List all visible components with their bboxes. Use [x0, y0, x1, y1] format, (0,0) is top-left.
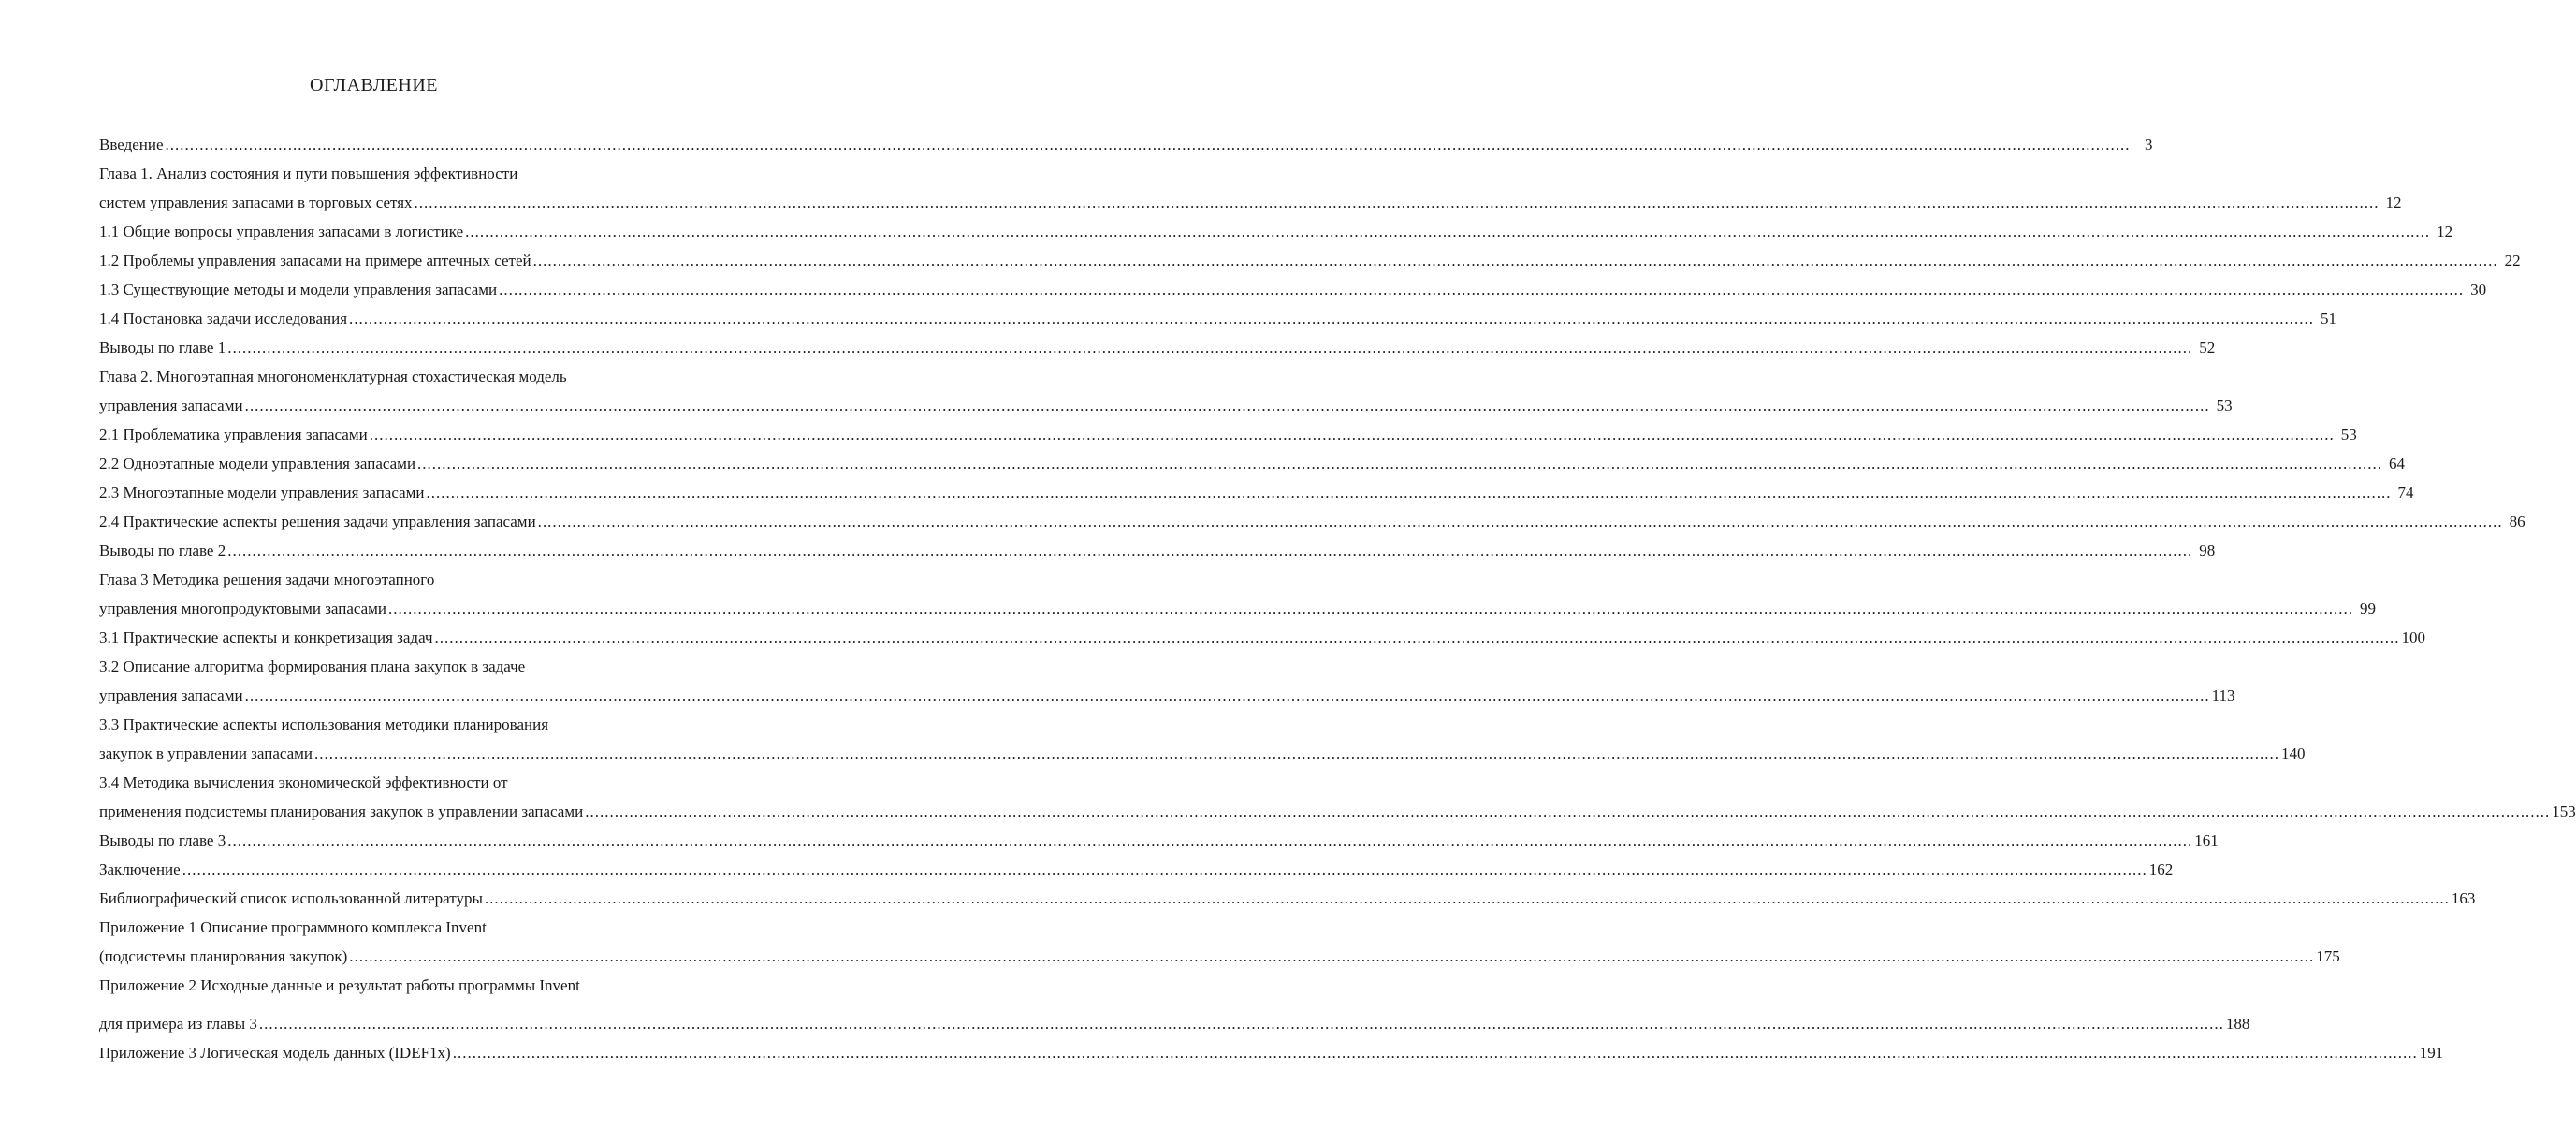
toc-entry-text: 2.3 Многоэтапные модели управления запасами: [99, 484, 425, 501]
toc-page-number: 163: [2451, 889, 2476, 907]
toc-entry-text: Выводы по главе 2: [99, 542, 226, 559]
toc-page-number: 140: [2281, 744, 2306, 762]
toc-entry-text: Глава 2. Многоэтапная многономенклатурная стохастическая модель: [99, 368, 567, 385]
dot-leader: ................................................................................................................................................................................................................................................................................................................................................................................................................: [244, 397, 2210, 414]
toc-entry: [99, 565, 710, 594]
toc-entry: [99, 1009, 2250, 1038]
toc-entry-text: управления запасами: [99, 687, 243, 704]
toc-entry: [99, 681, 2235, 710]
dot-leader: ................................................................................................................................................................................................................................................................................................................................................................................................................: [465, 223, 2431, 240]
toc-page-number: 53: [2340, 426, 2357, 443]
toc-entry: [99, 623, 2425, 652]
dot-leader: ................................................................................................................................................................................................................................................................................................................................................................................................................: [434, 629, 2400, 646]
toc-page-number: 12: [2437, 223, 2453, 240]
toc-page-number: 86: [2509, 513, 2525, 530]
toc-page-number: 51: [2321, 310, 2337, 327]
toc-page-number: 161: [2194, 831, 2219, 849]
toc-page-number: 175: [2316, 947, 2340, 965]
dot-leader: ................................................................................................................................................................................................................................................................................................................................................................................................................: [499, 281, 2465, 298]
toc-entry: [99, 188, 2402, 217]
toc-entry: [99, 217, 2453, 246]
toc-entry: [99, 391, 2233, 420]
toc-entry-text: закупок в управлении запасами: [99, 744, 313, 762]
dot-leader: ................................................................................................................................................................................................................................................................................................................................................................................................................: [165, 136, 2131, 153]
toc-entry: [99, 536, 2216, 565]
toc-entry: [99, 942, 2340, 971]
toc-page-number: 99: [2360, 600, 2377, 617]
table-of-contents: [99, 130, 2576, 1067]
toc-entry-text: Глава 3 Методика решения задачи многоэтапного: [99, 571, 435, 588]
toc-page-number: 100: [2401, 629, 2425, 646]
toc-entry: [99, 246, 2521, 275]
toc-entry-text: применения подсистемы планирования закупок в управлении запасами: [99, 802, 584, 820]
toc-entry: [99, 275, 2487, 304]
toc-entry: [99, 826, 2219, 855]
toc-entry-text: (подсистемы планирования закупок): [99, 947, 348, 965]
dot-leader: ................................................................................................................................................................................................................................................................................................................................................................................................................: [417, 455, 2383, 472]
toc-page-number: 191: [2419, 1044, 2444, 1062]
toc-entry: [99, 478, 2414, 507]
toc-entry: [99, 797, 2576, 826]
toc-entry-text: 3.4 Методика вычисления экономической эффективности от: [99, 773, 508, 791]
dot-leader: ................................................................................................................................................................................................................................................................................................................................................................................................................: [314, 744, 2280, 762]
toc-entry-text: Выводы по главе 1: [99, 339, 226, 356]
dot-leader: ................................................................................................................................................................................................................................................................................................................................................................................................................: [349, 310, 2315, 327]
toc-entry: [99, 971, 710, 1000]
toc-entry: [99, 362, 710, 391]
toc-entry-text: Приложение 2 Исходные данные и результат работы программы Invent: [99, 976, 580, 994]
toc-entry: [99, 594, 2377, 623]
toc-page-number: 74: [2397, 484, 2414, 501]
dot-leader: ................................................................................................................................................................................................................................................................................................................................................................................................................: [532, 252, 2498, 269]
dot-leader: ................................................................................................................................................................................................................................................................................................................................................................................................................: [452, 1044, 2418, 1062]
dot-leader: ................................................................................................................................................................................................................................................................................................................................................................................................................: [349, 947, 2315, 965]
toc-entry-text: 1.3 Существующие методы и модели управления запасами: [99, 281, 498, 298]
dot-leader: ................................................................................................................................................................................................................................................................................................................................................................................................................: [227, 339, 2193, 356]
toc-page-number: 22: [2504, 252, 2521, 269]
toc-entry-text: 3.1 Практические аспекты и конкретизация задач: [99, 629, 433, 646]
dot-leader: ................................................................................................................................................................................................................................................................................................................................................................................................................: [426, 484, 2392, 501]
toc-entry-text: управления многопродуктовыми запасами: [99, 600, 387, 617]
toc-page-number: 162: [2148, 860, 2174, 878]
toc-entry: [99, 130, 2153, 159]
toc-entry: [99, 884, 2476, 913]
toc-entry-text: управления запасами: [99, 397, 243, 414]
toc-entry: [99, 420, 2357, 449]
toc-entry: [99, 913, 710, 942]
toc-entry: [99, 739, 2306, 768]
toc-entry-text: Приложение 1 Описание программного комплекса Invent: [99, 918, 487, 936]
dot-leader: ................................................................................................................................................................................................................................................................................................................................................................................................................: [227, 831, 2193, 849]
dot-leader: ................................................................................................................................................................................................................................................................................................................................................................................................................: [258, 1015, 2224, 1033]
toc-entry-text: 1.4 Постановка задачи исследования: [99, 310, 348, 327]
toc-page-number: 64: [2389, 455, 2406, 472]
toc-entry: [99, 304, 2337, 333]
dot-leader: ................................................................................................................................................................................................................................................................................................................................................................................................................: [227, 542, 2193, 559]
toc-entry-text: Заключение: [99, 860, 181, 878]
page-title: ОГЛАВЛЕНИЕ: [310, 75, 438, 95]
toc-entry-text: для примера из главы 3: [99, 1015, 257, 1033]
toc-page-number: 30: [2470, 281, 2487, 298]
toc-entry-text: 1.2 Проблемы управления запасами на примере аптечных сетей: [99, 252, 531, 269]
dot-leader: ................................................................................................................................................................................................................................................................................................................................................................................................................: [182, 860, 2147, 878]
dot-leader: ................................................................................................................................................................................................................................................................................................................................................................................................................: [388, 600, 2354, 617]
toc-entry: [99, 159, 710, 188]
toc-entry-text: 3.3 Практические аспекты использования методики планирования: [99, 716, 549, 733]
toc-entry-text: 1.1 Общие вопросы управления запасами в логистике: [99, 223, 464, 240]
toc-entry: [99, 1038, 2444, 1067]
toc-entry: [99, 333, 2216, 362]
toc-page-number: 53: [2216, 397, 2233, 414]
toc-entry-text: Выводы по главе 3: [99, 831, 226, 849]
toc-entry-text: Приложение 3 Логическая модель данных (IDEF1x): [99, 1044, 451, 1062]
dot-leader: ................................................................................................................................................................................................................................................................................................................................................................................................................: [414, 194, 2380, 211]
toc-entry-text: 3.2 Описание алгоритма формирования плана закупок в задаче: [99, 658, 526, 675]
toc-entry-text: систем управления запасами в торговых сетях: [99, 194, 413, 211]
toc-page-number: 3: [2145, 136, 2153, 153]
toc-entry-text: 2.1 Проблематика управления запасами: [99, 426, 368, 443]
dot-leader: ................................................................................................................................................................................................................................................................................................................................................................................................................: [369, 426, 2335, 443]
toc-page-number: 113: [2211, 687, 2235, 704]
dot-leader: ................................................................................................................................................................................................................................................................................................................................................................................................................: [484, 889, 2450, 907]
toc-entry-text: Введение: [99, 136, 164, 153]
dot-leader: ................................................................................................................................................................................................................................................................................................................................................................................................................: [537, 513, 2503, 530]
toc-page-number: 98: [2199, 542, 2216, 559]
dot-leader: ................................................................................................................................................................................................................................................................................................................................................................................................................: [244, 687, 2210, 704]
toc-page-number: 188: [2225, 1015, 2250, 1033]
toc-page-number: 52: [2199, 339, 2216, 356]
toc-entry: [99, 710, 710, 739]
toc-page-number: 12: [2385, 194, 2402, 211]
toc-entry: [99, 449, 2406, 478]
toc-entry-text: 2.2 Одноэтапные модели управления запасами: [99, 455, 416, 472]
toc-page-number: 153: [2552, 802, 2576, 820]
toc-entry-text: 2.4 Практические аспекты решения задачи управления запасами: [99, 513, 536, 530]
toc-entry: [99, 768, 710, 797]
toc-entry-text: Библиографический список использованной литературы: [99, 889, 483, 907]
toc-entry-text: Глава 1. Анализ состояния и пути повышения эффективности: [99, 165, 518, 182]
dot-leader: ................................................................................................................................................................................................................................................................................................................................................................................................................: [585, 802, 2551, 820]
toc-entry: [99, 855, 2174, 884]
toc-entry: [99, 507, 2525, 536]
toc-entry: [99, 652, 710, 681]
